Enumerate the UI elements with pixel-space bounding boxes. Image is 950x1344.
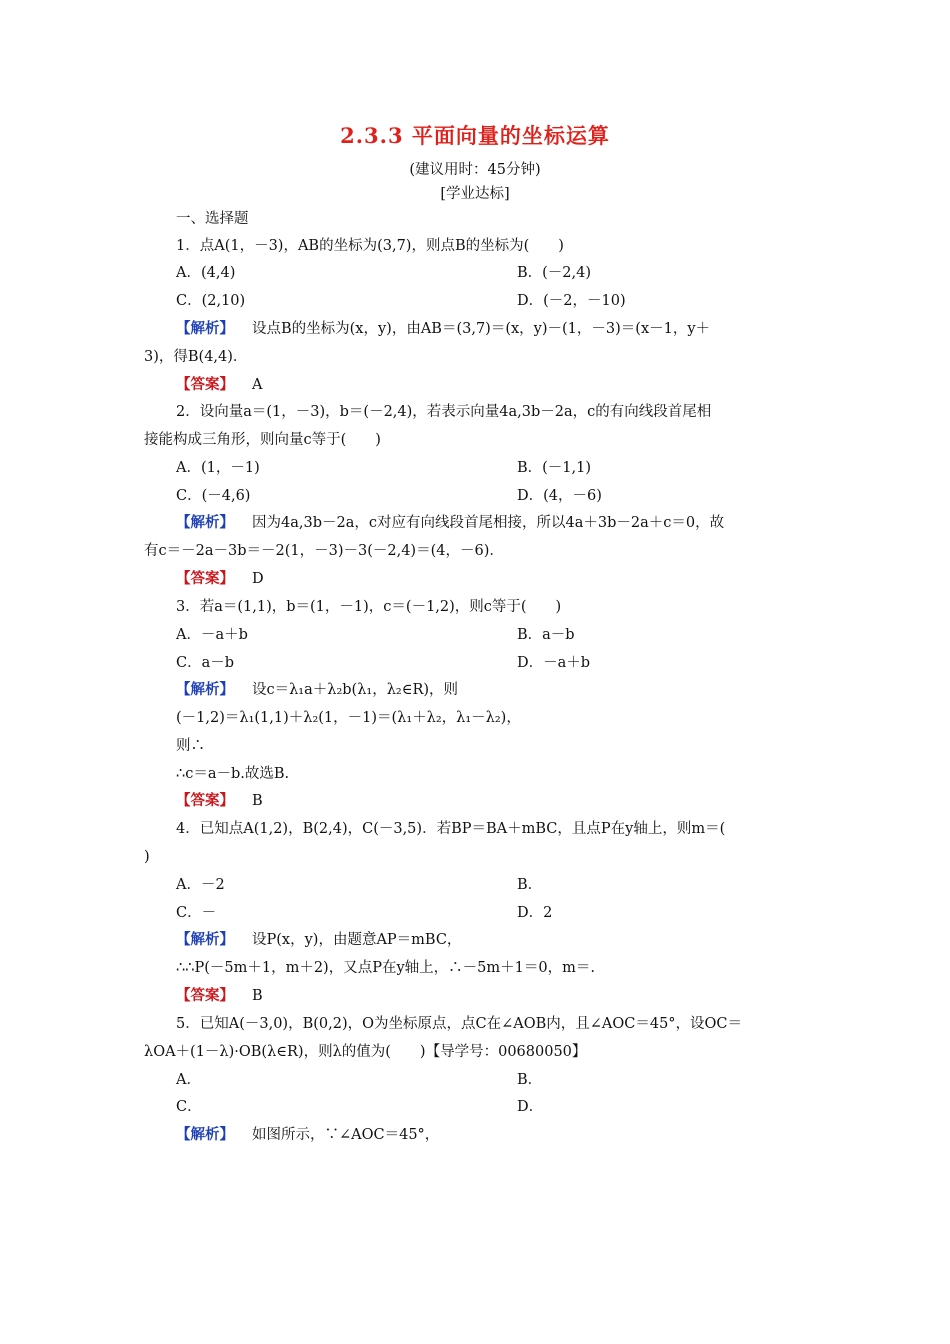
q4-option-a: A．－2 xyxy=(176,877,225,893)
q3-analysis-eq: (－1,2)＝λ₁(1,1)＋λ₂(1，－1)＝(λ₁＋λ₂，λ₁－λ₂)， xyxy=(176,710,521,726)
q5-option-d: D． xyxy=(517,1099,544,1115)
q3-option-c: C．a－b xyxy=(176,655,235,671)
q2-stem: 2．设向量a＝(1，－3)，b＝(－2,4)，若表示向量4a,3b－2a，c的有向线段首尾相 xyxy=(176,404,712,420)
section-label: [学业达标] xyxy=(440,186,510,202)
q1-stem: 1．点A(1，－3)，AB的坐标为(3,7)，则点B的坐标为( ) xyxy=(176,238,564,254)
part-heading: 一、选择题 xyxy=(176,211,249,227)
q5-stem-cont: λOA＋(1－λ)·OB(λ∈R)，则λ的值为( )【导学号：00680050】 xyxy=(144,1044,587,1060)
q4-option-c: C．－ xyxy=(176,905,217,921)
analysis-label: 【解析】 xyxy=(176,514,234,531)
q1-analysis-cont: 3)，得B(4,4)． xyxy=(144,349,248,365)
q1-option-d: D．(－2，－10) xyxy=(517,293,626,309)
q2-option-c: C．(－4,6) xyxy=(176,488,251,504)
q4-answer-line xyxy=(176,986,846,1006)
q1-option-c: C．(2,10) xyxy=(176,293,246,309)
analysis-label: 【解析】 xyxy=(176,1126,234,1143)
q2-analysis-cont: 有c＝－2a－3b＝－2(1，－3)－3(－2,4)＝(4，－6)． xyxy=(144,543,504,559)
q4-analysis-cont: ∴∴P(－5m＋1，m＋2)，又点P在y轴上，∴－5m＋1＝0，m＝. xyxy=(176,960,595,976)
q3-analysis-line xyxy=(176,680,846,700)
q4-analysis-line xyxy=(176,930,846,950)
analysis-label: 【解析】 xyxy=(176,931,234,948)
q5-stem: 5．已知A(－3,0)，B(0,2)，O为坐标原点，点C在∠AOB内，且∠AOC＝45°，设OC＝ xyxy=(176,1016,743,1032)
q5-option-b: B． xyxy=(517,1072,543,1088)
q1-option-b: B．(－2,4) xyxy=(517,265,592,281)
q3-option-a: A．－a＋b xyxy=(176,627,248,643)
q3-analysis-text: 设c＝λ₁a＋λ₂b(λ₁，λ₂∈R)，则 xyxy=(252,682,459,698)
q3-analysis-conclusion: ∴c＝a－b.故选B. xyxy=(176,766,290,782)
q2-option-d: D．(4，－6) xyxy=(517,488,602,504)
q5-analysis-line xyxy=(176,1125,846,1145)
q2-option-b: B．(－1,1) xyxy=(517,460,592,476)
q5-option-c: C． xyxy=(176,1099,202,1115)
q4-stem: 4．已知点A(1,2)，B(2,4)，C(－3,5)．若BP＝BA＋mBC，且点P在y轴上，则m＝( xyxy=(176,821,726,837)
q4-stem-cont: ) xyxy=(144,849,150,865)
q4-answer: B xyxy=(252,988,263,1004)
time-hint: (建议用时：45分钟) xyxy=(409,162,541,178)
q3-answer-line xyxy=(176,791,846,811)
q3-option-d: D．－a＋b xyxy=(517,655,591,671)
q2-answer-line xyxy=(176,569,846,589)
answer-label: 【答案】 xyxy=(176,570,234,587)
q2-option-a: A．(1，－1) xyxy=(176,460,260,476)
q2-analysis-line xyxy=(176,513,846,533)
q4-option-b: B． xyxy=(517,877,543,893)
q1-analysis-text: 设点B的坐标为(x，y)，由AB＝(3,7)＝(x，y)－(1，－3)＝(x－1，y＋ xyxy=(252,321,711,337)
q3-stem: 3．若a＝(1,1)，b＝(1，－1)，c＝(－1,2)，则c等于( ) xyxy=(176,599,562,615)
q4-option-d: D．2 xyxy=(517,905,553,921)
q1-answer: A xyxy=(252,377,263,393)
answer-label: 【答案】 xyxy=(176,792,234,809)
q3-answer: B xyxy=(252,793,263,809)
q2-stem-cont: 接能构成三角形，则向量c等于( ) xyxy=(144,432,381,448)
q3-analysis-then: 则∴ xyxy=(176,738,205,754)
q4-analysis-text: 设P(x，y)，由题意AP＝mBC， xyxy=(252,932,462,948)
q3-option-b: B．a－b xyxy=(517,627,575,643)
q5-analysis-text: 如图所示，∵∠AOC＝45°， xyxy=(252,1127,440,1143)
q5-option-a: A． xyxy=(176,1072,201,1088)
q2-analysis-text: 因为4a,3b－2a，c对应有向线段首尾相接，所以4a＋3b－2a＋c＝0，故 xyxy=(252,515,725,531)
q2-answer: D xyxy=(252,571,264,587)
analysis-label: 【解析】 xyxy=(176,320,234,337)
q1-option-a: A．(4,4) xyxy=(176,265,236,281)
answer-label: 【答案】 xyxy=(176,376,234,393)
analysis-label: 【解析】 xyxy=(176,681,234,698)
q1-answer-line xyxy=(176,375,846,395)
page-title: 2.3.3 平面向量的坐标运算 xyxy=(340,123,610,148)
q1-analysis-line xyxy=(176,319,846,339)
answer-label: 【答案】 xyxy=(176,987,234,1004)
